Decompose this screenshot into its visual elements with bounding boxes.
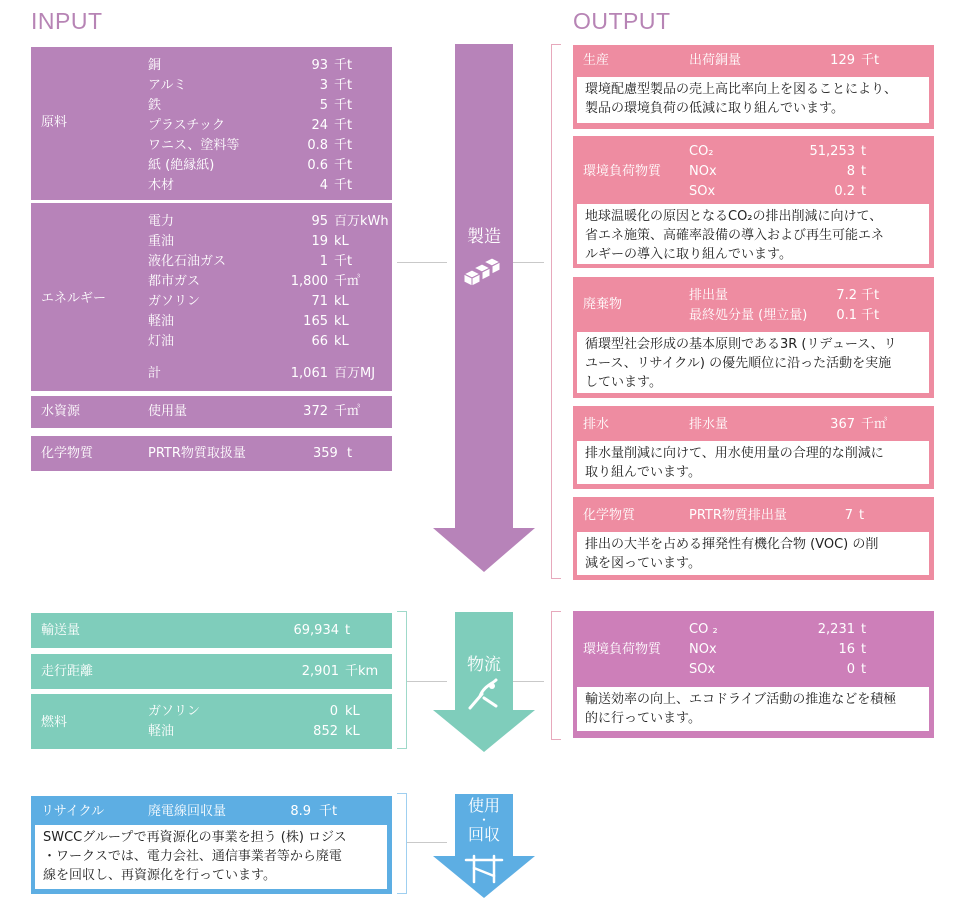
list-item: 軽油 852 kL bbox=[148, 724, 360, 739]
energy-panel bbox=[31, 203, 392, 391]
waste-label: 廃棄物 bbox=[583, 297, 623, 312]
chemicals-output-value: 7 bbox=[844, 508, 853, 523]
recycle-panel bbox=[31, 796, 392, 894]
logistics-output-panel bbox=[573, 611, 934, 738]
raw-materials-list bbox=[148, 56, 378, 196]
environmental-load-label: 環境負荷物質 bbox=[583, 164, 662, 179]
distance-panel bbox=[31, 654, 392, 689]
list-item: アルミ 3 千t bbox=[148, 78, 353, 93]
production-item-name: 出荷銅量 bbox=[689, 53, 742, 68]
list-item: SOx 0 t bbox=[689, 662, 867, 677]
list-item: NOx 16 t bbox=[689, 642, 867, 657]
list-item: SOx 0.2 t bbox=[689, 184, 867, 199]
transport-label: 輸送量 bbox=[41, 623, 81, 638]
waste-note: 循環型社会形成の基本原則である3R (リデュース、リ ユース、リサイクル) の優先順位に沿った活動を実施 しています。 bbox=[577, 332, 929, 393]
transport-value: 69,934 bbox=[293, 623, 339, 638]
output-heading: OUTPUT bbox=[573, 8, 671, 34]
cable-drum-icon bbox=[466, 676, 502, 712]
list-item: NOx 8 t bbox=[689, 164, 867, 179]
list-item: CO₂ 51,253 t bbox=[689, 144, 867, 159]
wastewater-item-name: 排水量 bbox=[689, 417, 729, 432]
production-unit: 千t bbox=[861, 53, 880, 68]
production-label: 生産 bbox=[583, 53, 610, 68]
fuel-label: 燃料 bbox=[41, 715, 68, 730]
chemicals-input-item-name: PRTR物質取扱量 bbox=[148, 446, 246, 461]
fuel-list bbox=[148, 702, 360, 742]
recycle-value: 8.9 bbox=[290, 804, 311, 819]
list-item: 重油 19 kL bbox=[148, 234, 349, 249]
list-item: 最終処分量 (埋立量) 0.1 千t bbox=[689, 308, 880, 323]
list-item: 軽油 165 kL bbox=[148, 314, 349, 329]
environmental-load-note: 地球温暖化の原因となるCO₂の排出削減に向けて、 省エネ施策、高確率設備の導入および再生可能エネ ルギーの導入に取り組んでいます。 bbox=[577, 204, 929, 264]
chemicals-output-panel bbox=[573, 497, 934, 580]
list-item: 銅 93 千t bbox=[148, 58, 353, 73]
list-item: プラスチック 24 千t bbox=[148, 118, 353, 133]
wastewater-label: 排水 bbox=[583, 417, 610, 432]
chemicals-output-label: 化学物質 bbox=[583, 508, 636, 523]
list-item: 都市ガス 1,800 千㎥ bbox=[148, 274, 361, 289]
list-item: ワニス、塗料等 0.8 千t bbox=[148, 138, 353, 153]
water-panel bbox=[31, 396, 392, 428]
chemicals-output-item-name: PRTR物質排出量 bbox=[689, 508, 787, 523]
list-item: 排出量 7.2 千t bbox=[689, 288, 880, 303]
water-item-name: 使用量 bbox=[148, 404, 188, 419]
waste-list bbox=[689, 286, 889, 326]
logistics-arrow-label: 物流 bbox=[467, 655, 501, 675]
transport-panel bbox=[31, 613, 392, 648]
energy-label: エネルギー bbox=[41, 291, 107, 306]
environmental-load-panel bbox=[573, 136, 934, 268]
environmental-load-list bbox=[689, 142, 889, 202]
manufacturing-arrow-label: 製造 bbox=[467, 227, 501, 247]
energy-list bbox=[148, 212, 389, 384]
recovery-arrow-label: 使用 ・ 回収 bbox=[467, 796, 500, 844]
raw-materials-label: 原料 bbox=[41, 115, 68, 130]
logistics-output-label: 環境負荷物質 bbox=[583, 642, 662, 657]
chemicals-input-panel bbox=[31, 436, 392, 471]
list-item: 電力 95 百万kWh bbox=[148, 214, 389, 229]
list-item: CO ₂ 2,231 t bbox=[689, 622, 867, 637]
distance-value: 2,901 bbox=[301, 664, 339, 679]
list-item: 鉄 5 千t bbox=[148, 98, 353, 113]
chemicals-output-note: 排出の大半を占める揮発性有機化合物 (VOC) の削 減を図っています。 bbox=[577, 532, 929, 575]
chemicals-input-value: 359 bbox=[313, 446, 338, 461]
output-bracket bbox=[551, 44, 561, 579]
fuel-panel bbox=[31, 694, 392, 749]
distance-unit: 千km bbox=[345, 664, 379, 679]
list-item: ガソリン 0 kL bbox=[148, 704, 360, 719]
list-item: 灯油 66 kL bbox=[148, 334, 349, 349]
recycle-item-name: 廃電線回収量 bbox=[148, 804, 227, 819]
recycle-note: SWCCグループで再資源化の事業を担う (株) ロジス ・ワークスでは、電力会社、通信事業者等から廃電 線を回収し、再資源化を行っています。 bbox=[35, 825, 387, 889]
chemicals-output-unit: t bbox=[859, 508, 865, 523]
raw-materials-panel bbox=[31, 47, 392, 200]
water-unit: 千㎥ bbox=[334, 404, 361, 419]
logistics-output-bracket bbox=[551, 611, 561, 740]
water-label: 水資源 bbox=[41, 404, 81, 419]
wastewater-panel bbox=[573, 406, 934, 489]
production-value: 129 bbox=[830, 53, 855, 68]
logistics-output-list bbox=[689, 620, 889, 680]
logistics-input-bracket bbox=[397, 611, 407, 749]
manufacturing-arrow bbox=[432, 44, 536, 572]
energy-total: 計 1,061 百万MJ bbox=[148, 366, 376, 381]
list-item: 木材 4 千t bbox=[148, 178, 353, 193]
transport-unit: t bbox=[345, 623, 351, 638]
input-heading: INPUT bbox=[31, 8, 103, 34]
chemicals-input-unit: t bbox=[347, 446, 353, 461]
list-item: 液化石油ガス 1 千t bbox=[148, 254, 353, 269]
recycle-unit: 千t bbox=[319, 804, 338, 819]
waste-panel bbox=[573, 277, 934, 398]
cable-icon bbox=[462, 252, 502, 288]
water-value: 372 bbox=[303, 404, 328, 419]
list-item: 紙 (絶縁紙) 0.6 千t bbox=[148, 158, 353, 173]
utility-pole-icon bbox=[464, 852, 504, 884]
distance-label: 走行距離 bbox=[41, 664, 94, 679]
chemicals-input-label: 化学物質 bbox=[41, 446, 94, 461]
production-panel bbox=[573, 45, 934, 129]
production-note: 環境配慮型製品の売上高比率向上を図ることにより、 製品の環境負荷の低減に取り組んでいます。 bbox=[577, 77, 929, 123]
list-item: ガソリン 71 kL bbox=[148, 294, 349, 309]
wastewater-note: 排水量削減に向けて、用水使用量の合理的な削減に 取り組んでいます。 bbox=[577, 441, 929, 484]
wastewater-value: 367 bbox=[830, 417, 855, 432]
recovery-bracket bbox=[397, 793, 407, 894]
wastewater-unit: 千㎥ bbox=[861, 417, 888, 432]
recycle-label: リサイクル bbox=[41, 804, 105, 819]
logistics-output-note: 輸送効率の向上、エコドライブ活動の推進などを積極 的に行っています。 bbox=[577, 687, 929, 731]
